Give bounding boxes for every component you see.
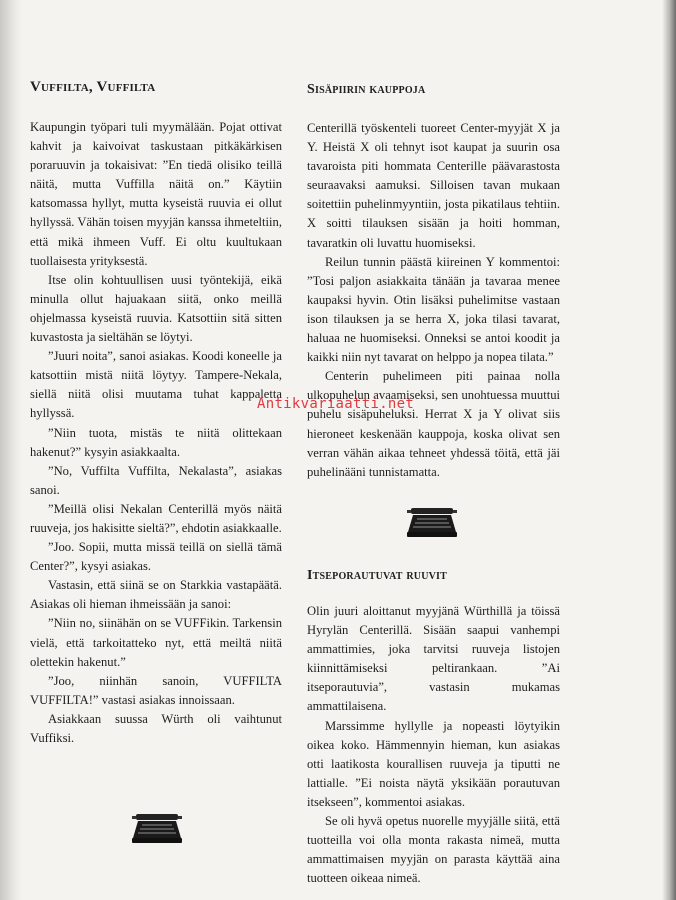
paragraph: ”Meillä olisi Nekalan Centerillä myös näitä ruuveja, jos hakisitte sieltä?”, ehdotin asiakkaalle. (30, 501, 282, 535)
paragraph: ”Joo. Sopii, mutta missä teillä on siellä tämä Center?”, kysyi asiakas. (30, 540, 282, 574)
paragraph: Reilun tunnin päästä kiireinen Y kommentoi: ”Tosi paljon asiakkaita tänään ja tavaraa menee kaupaksi hyvin. Otin lisäksi puhelimitse vastaan ison tilauksen ja se herra X, joka tilasi tavarat, haluaa ne huomiseksi. Onneksi se antoi koodit ja kaikki niin nyt tavarat on helppo ja nopea tilata.” (307, 254, 560, 365)
paragraph: Centerillä työskenteli tuoreet Center-myyjät X ja Y. Heistä X oli tehnyt isot kaupat ja suurin osa tavaroista piti hommata Centerille päävarastosta seuraavaksi aamuksi. Silloisen tavan mukaan soitettiin puhelinmyyntiin, josta pikatilaus tehtiin. X soitti tilauksen sisään ja hoiti homman, tavaratkin oli luvattu huomiseksi. (307, 121, 560, 250)
paragraph: ”Niin no, siinähän on se VUFFikin. Tarkensin vielä, että tarkoitatteko nyt, että meiltä niitä olettekin hakenut.” (30, 616, 282, 669)
paragraph: Se oli hyvä opetus nuorelle myyjälle siitä, että tuotteilla voi olla monta rakasta nimeä, mutta ammattimaisen myyjän on parasta käyttää aina tuotteen oikeaa nimeä. (307, 814, 560, 886)
paragraph: Kaupungin työpari tuli myymälään. Pojat ottivat kahvit ja kaivoivat taskustaan pitkäkärkisen poraruuvin ja tokaisivat: ”En tiedä olisiko teillä näitä, mutta Vuffilla näitä on.” Käytiin katsomassa hyllyt, mutta kyseistä ruuvia ei ollut hyllyssä. Vähän toisen myyjän kanssa ihmeteltiin, että mikä ihmeen Vuff. Ei oltu kuultukaan tuollaisesta yrityksestä. (30, 120, 282, 268)
paragraph: Marssimme hyllylle ja nopeasti löytyikin oikea koko. Hämmennyin hieman, kun asiakas otti laatikosta kourallisen ruuveja ja tiputti ne lattialle. ”Ei noista näytä yksikään porautuvan itsekseen”, kommentoi asiakas. (307, 718, 560, 809)
paragraph: ”Juuri noita”, sanoi asiakas. Koodi koneelle ja katsottiin mistä niitä löytyy. Tampere-Nekala, siellä niitä olisi muutama tuhat kappaletta hyllyssä. (30, 349, 282, 421)
paragraph: ”Joo, niinhän sanoin, VUFFILTA VUFFILTA!” vastasi asiakas innoissaan. (30, 673, 282, 707)
paragraph: ”Niin tuota, mistäs te niitä olittekaan hakenut?” kysyin asiakkaalta. (30, 425, 282, 459)
story-body-itseporautuvat (307, 602, 560, 888)
typewriter-icon (405, 506, 459, 540)
paragraph: Olin juuri aloittanut myyjänä Würthillä ja töissä Hyrylän Centerillä. Sisään saapui vanhempi ammattimies, joka tarvitsi ruuveja listojen kiinnittämiseksi peltirankaan. ”Ai itseporautuvia”, vastasin mukamas ammattilaisena. (307, 604, 560, 714)
watermark: Antikvariaatti.net (257, 396, 415, 412)
page-gutter-shadow (0, 0, 22, 900)
story-body-sisapiirin (307, 119, 560, 482)
story-heading-vuffilta: Vuffilta, Vuffilta (30, 79, 156, 95)
story-heading-sisapiirin: Sisäpiirin kauppoja (307, 82, 426, 97)
paragraph: ”No, Vuffilta Vuffilta, Nekalasta”, asiakas sanoi. (30, 463, 282, 497)
typewriter-icon (130, 812, 184, 846)
story-heading-itseporautuvat: Itseporautuvat ruuvit (307, 568, 448, 583)
paragraph: Centerin puhelimeen piti painaa nolla ulkopuhelun avaamiseksi, sen unohtuessa muuttui puhelu sisäpuheluksi. Herrat X ja Y olivat siis hieroneet keskenään kauppoja, koska olivat sen verran vähän aikaa tehneet yhdessä töitä, että jäi puhelinääni tunnistamatta. (307, 369, 560, 479)
story-body-vuffilta (30, 118, 282, 748)
page-edge-shadow (662, 0, 676, 900)
paragraph: Vastasin, että siinä se on Starkkia vastapäätä. Asiakas oli hieman ihmeissään ja sanoi: (30, 578, 282, 612)
paragraph: Asiakkaan suussa Würth oli vaihtunut Vuffiksi. (30, 711, 282, 745)
paragraph: Itse olin kohtuullisen uusi työntekijä, eikä minulla ollut hajuakaan siitä, onko meillä ohjelmassa kyseistä ruuvia. Katsottiin sitä sitten kuvastosta ja sieltähän se löytyi. (30, 272, 282, 345)
